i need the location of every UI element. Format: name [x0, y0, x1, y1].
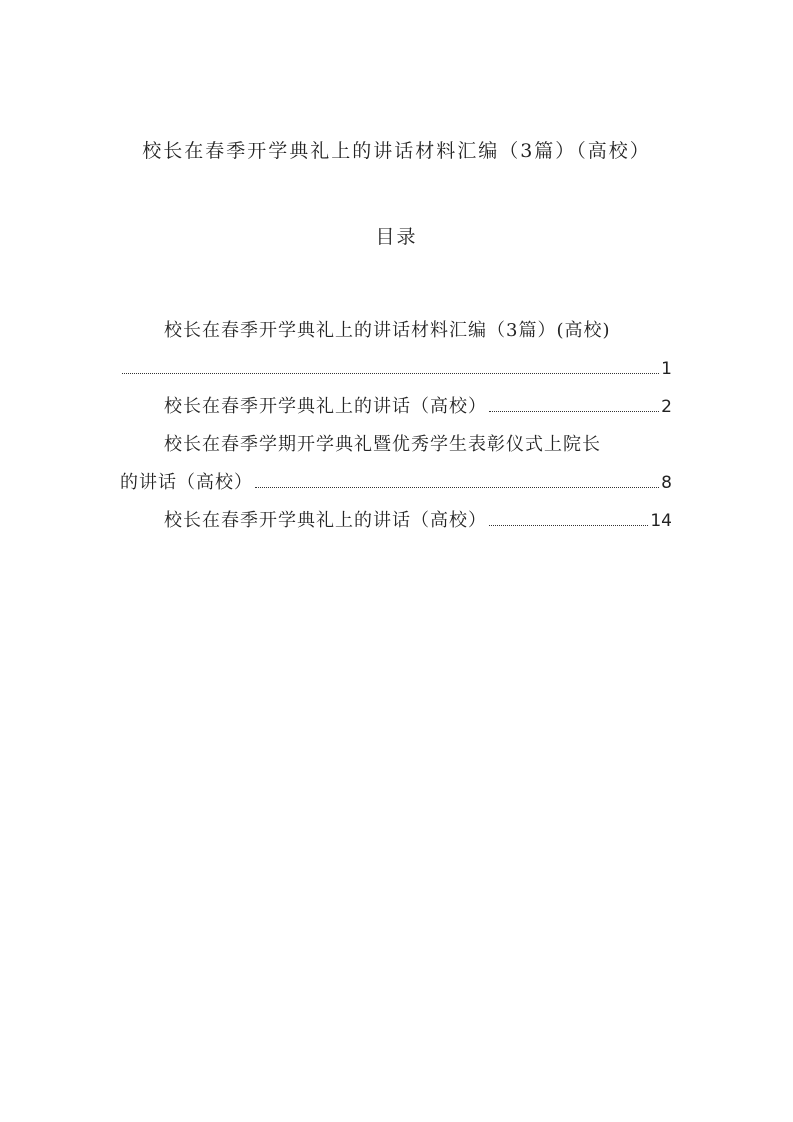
toc-entry-title-line2: 的讲话（高校） [120, 472, 253, 493]
toc-dot-leader [489, 410, 659, 412]
toc-page-number: 14 [650, 511, 672, 531]
toc-dot-leader [489, 524, 648, 526]
toc-entry-title: 校长在春季开学典礼上的讲话（高校） [164, 396, 487, 417]
toc-dot-leader [122, 372, 659, 374]
toc-entry-title-line1: 校长在春季学期开学典礼暨优秀学生表彰仪式上院长 [164, 434, 601, 455]
toc-entry-title: 校长在春季开学典礼上的讲话（高校） [164, 510, 487, 531]
toc-entry[interactable] [120, 502, 672, 540]
toc-entry[interactable] [120, 312, 672, 388]
toc-page-number: 2 [661, 397, 672, 417]
toc-dot-leader [255, 486, 659, 488]
table-of-contents [120, 312, 672, 540]
toc-entry-title: 校长在春季开学典礼上的讲话材料汇编（3篇）(高校) [164, 320, 611, 341]
toc-entry[interactable] [120, 388, 672, 426]
toc-heading: 目录 [375, 226, 418, 248]
document-title: 校长在春季开学典礼上的讲话材料汇编（3篇）（高校） [142, 140, 651, 162]
toc-page-number: 8 [661, 473, 672, 493]
toc-page-number: 1 [661, 359, 672, 379]
toc-entry[interactable] [120, 426, 672, 502]
